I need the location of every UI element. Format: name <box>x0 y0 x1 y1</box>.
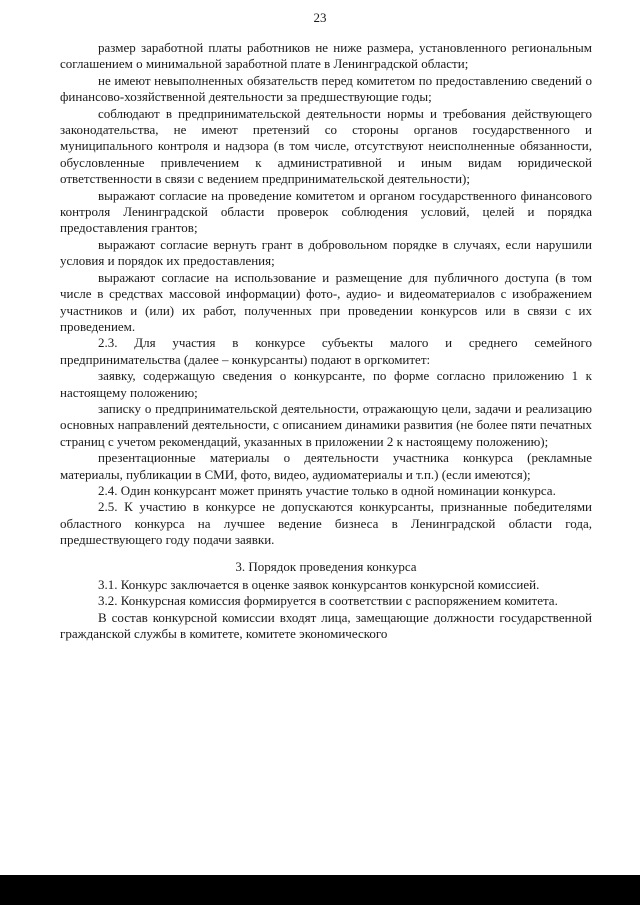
paragraph: выражают согласие вернуть грант в добровольном порядке в случаях, если нарушили условия и порядок их предоставления; <box>60 236 592 269</box>
paragraph: 3.2. Конкурсная комиссия формируется в соответствии с распоряжением комитета. <box>98 593 558 609</box>
scan-border <box>0 875 640 905</box>
paragraph: 2.5. К участию в конкурсе не допускаются конкурсанты, признанные победителями областного конкурса на лучшее ведение бизнеса в Ленинградской области года, предшествующего году подачи заявки. <box>60 499 592 548</box>
document-body <box>60 40 592 643</box>
paragraph: выражают согласие на использование и размещение для публичного доступа (в том числе в средствах массовой информации) фото-, аудио- и видеоматериалов с изображением участников и (или) их работ, полученных при проведении конкурсов или в связи с их проведением. <box>60 269 592 334</box>
paragraph: презентационные материалы о деятельности участника конкурса (рекламные материалы, публикации в СМИ, фото, видео, аудиоматериалы и т.п.) (если имеются); <box>60 450 592 482</box>
paragraph: 3.1. Конкурс заключается в оценке заявок конкурсантов конкурсной комиссией. <box>98 577 540 592</box>
paragraph: 2.3. Для участия в конкурсе субъекты малого и среднего семейного предпринимательства (далее – конкурсанты) подают в оргкомитет: <box>60 335 592 367</box>
paragraph: соблюдают в предпринимательской деятельности нормы и требования действующего законодательства, не имеют претензий со стороны органов государственного и муниципального контроля и надзора (в том числе, отсутствуют неисполненные обязанности, обусловленные привлечением к административной и иным видам юридической ответственности в связи с ведением предпринимательской деятельности); <box>60 105 592 187</box>
page-number: 23 <box>313 10 327 25</box>
paragraph: размер заработной платы работников не ниже размера, установленного региональным соглашением о минимальной заработной плате в Ленинградской области; <box>60 40 592 72</box>
section-heading: 3. Порядок проведения конкурса <box>235 558 417 574</box>
paragraph: выражают согласие на проведение комитетом и органом государственного финансового контроля Ленинградской области проверок соблюдения условий, целей и порядка предоставления грантов; <box>60 187 592 236</box>
paragraph: В состав конкурсной комиссии входят лица, замещающие должности государственной гражданской службы в комитете, комитете экономического <box>60 609 592 642</box>
paragraph: заявку, содержащую сведения о конкурсанте, по форме согласно приложению 1 к настоящему положению; <box>60 368 592 400</box>
paragraph: 2.4. Один конкурсант может принять участие только в одной номинации конкурса. <box>98 482 556 498</box>
paragraph: записку о предпринимательской деятельности, отражающую цели, задачи и реализацию основных направлений деятельности, с описанием динамики развития (не более пяти печатных страниц с учетом рекомендаций, указанных в приложении 2 к настоящему положению); <box>60 400 592 449</box>
paragraph: не имеют невыполненных обязательств перед комитетом по предоставлению сведений о финансово-хозяйственной деятельности за предшествующие годы; <box>60 72 592 105</box>
